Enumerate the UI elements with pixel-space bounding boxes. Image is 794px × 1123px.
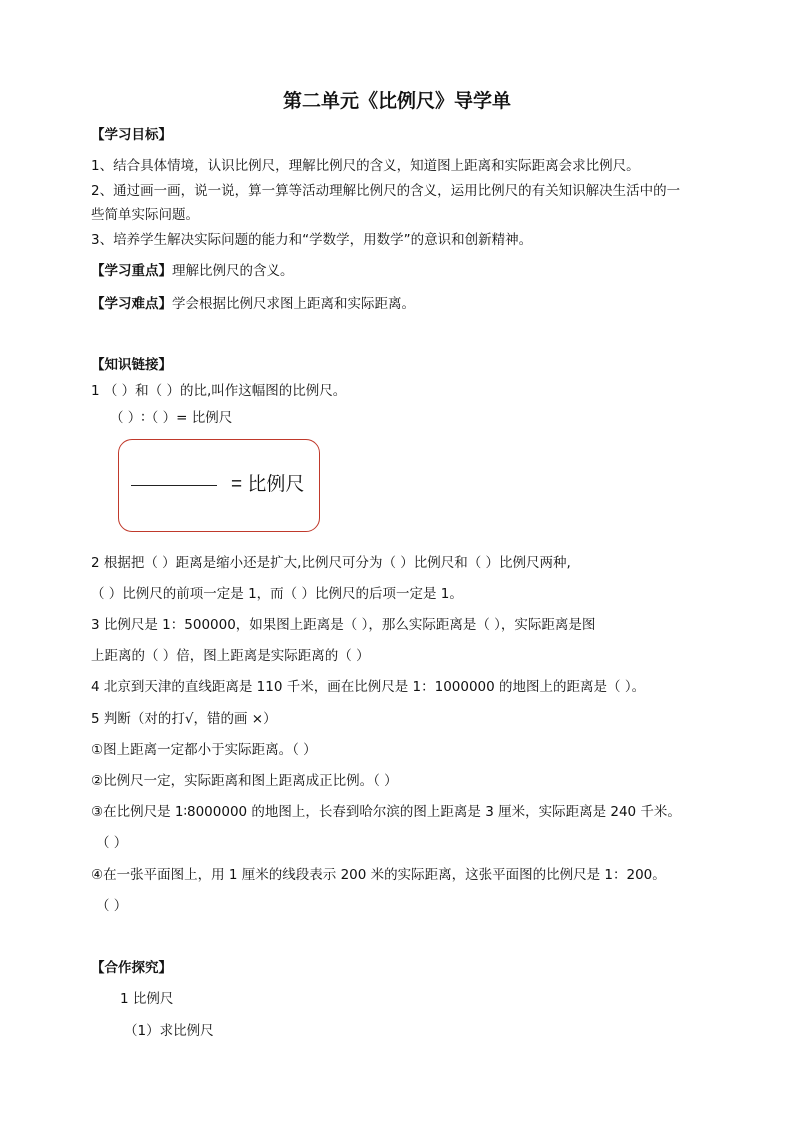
knowledge-q1-line-1: 1 （ ）和（ ）的比,叫作这幅图的比例尺。 bbox=[91, 383, 347, 399]
knowledge-q3-line-1: 3 比例尺是 1：500000，如果图上距离是（ ），那么实际距离是（ ），实际距离是图 bbox=[91, 617, 596, 633]
judge-item-1: ①图上距离一定都小于实际距离。（ ） bbox=[91, 742, 317, 758]
focus-line bbox=[91, 263, 294, 279]
cooperation-heading: 【合作探究】 bbox=[91, 960, 172, 976]
knowledge-q1-line-2: （ ）∶（ ）= 比例尺 bbox=[110, 410, 233, 426]
knowledge-heading: 【知识链接】 bbox=[91, 357, 172, 373]
objective-item-3: 3、培养学生解决实际问题的能力和“学数学，用数学”的意识和创新精神。 bbox=[91, 232, 533, 248]
difficulty-text: 学会根据比例尺求图上距离和实际距离。 bbox=[172, 296, 415, 312]
judge-item-2: ②比例尺一定，实际距离和图上距离成正比例。（ ） bbox=[91, 773, 398, 789]
knowledge-q3-line-2: 上距离的（ ）倍，图上距离是实际距离的（ ） bbox=[91, 648, 370, 664]
judge-item-4: ④在一张平面图上，用 1 厘米的线段表示 200 米的实际距离，这张平面图的比例尺是 1：200。 bbox=[91, 867, 666, 883]
formula-text: = 比例尺 bbox=[231, 474, 305, 495]
objective-item-2-line-2: 些简单实际问题。 bbox=[91, 207, 199, 223]
objectives-heading: 【学习目标】 bbox=[91, 127, 172, 143]
judge-item-4-answer: （ ） bbox=[96, 898, 128, 914]
page-title: 第二单元《比例尺》导学单 bbox=[282, 90, 511, 112]
focus-text: 理解比例尺的含义。 bbox=[172, 263, 294, 279]
knowledge-q2-line-1: 2 根据把（ ）距离是缩小还是扩大,比例尺可分为（ ）比例尺和（ ）比例尺两种, bbox=[91, 555, 571, 571]
focus-label: 【学习重点】 bbox=[91, 263, 172, 279]
knowledge-q5: 5 判断（对的打√，错的画 ×） bbox=[91, 711, 277, 727]
judge-item-3-answer: （ ） bbox=[96, 835, 128, 851]
formula-box bbox=[118, 439, 320, 532]
objective-item-1: 1、结合具体情境，认识比例尺，理解比例尺的含义，知道图上距离和实际距离会求比例尺。 bbox=[91, 158, 640, 174]
objective-item-2-line-1: 2、通过画一画，说一说，算一算等活动理解比例尺的含义，运用比例尺的有关知识解决生活中的一 bbox=[91, 183, 681, 199]
fraction-line bbox=[131, 485, 217, 486]
difficulty-label: 【学习难点】 bbox=[91, 296, 172, 312]
difficulty-line bbox=[91, 296, 415, 312]
knowledge-q2-line-2: （ ）比例尺的前项一定是 1，而（ ）比例尺的后项一定是 1。 bbox=[91, 586, 463, 602]
cooperation-sub-1: 1 比例尺 bbox=[120, 991, 174, 1007]
cooperation-sub-1a: （1）求比例尺 bbox=[124, 1023, 214, 1039]
knowledge-q4: 4 北京到天津的直线距离是 110 千米，画在比例尺是 1：1000000 的地图上的距离是（ ）。 bbox=[91, 679, 646, 695]
judge-item-3: ③在比例尺是 1∶8000000 的地图上，长春到哈尔滨的图上距离是 3 厘米，实际距离是 240 千米。 bbox=[91, 804, 681, 820]
